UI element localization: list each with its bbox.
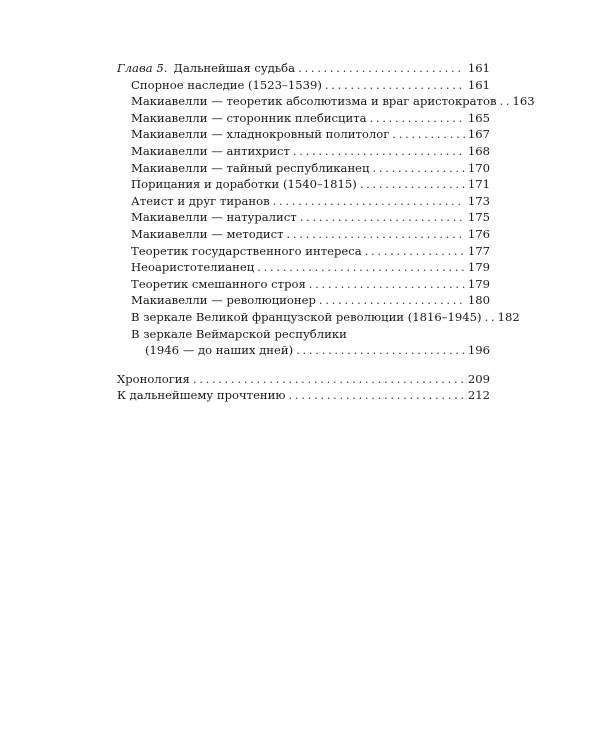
toc-appendix-entry[interactable] — [117, 371, 490, 388]
dot-leader — [499, 93, 509, 110]
toc-entry-multiline[interactable] — [117, 326, 490, 359]
page-number: 161 — [467, 61, 490, 75]
dot-leader — [287, 226, 465, 243]
entry-title: Атеист и друг тиранов — [131, 193, 270, 208]
toc-entry[interactable] — [117, 160, 490, 177]
page-number: 177 — [467, 243, 490, 258]
page-number: 173 — [467, 193, 490, 208]
entry-title: Макиавелли — сторонник плебисцита — [131, 110, 367, 125]
dot-leader — [193, 371, 465, 388]
entry-title: К дальнейшему прочтению — [117, 388, 286, 403]
toc-chapter-row[interactable] — [117, 60, 490, 77]
dot-leader — [257, 259, 465, 276]
page-number: 170 — [467, 160, 490, 175]
entry-title: Макиавелли — теоретик абсолютизма и враг аристократов — [131, 94, 497, 109]
toc-entry[interactable] — [117, 243, 490, 260]
dot-leader — [288, 387, 464, 404]
page-number: 163 — [512, 94, 535, 109]
page-number: 182 — [497, 309, 520, 324]
page-number: 180 — [467, 293, 490, 308]
page-number: 175 — [467, 210, 490, 225]
dot-leader — [392, 126, 465, 143]
entry-title: Хронология — [117, 371, 190, 386]
page-number: 167 — [467, 127, 490, 142]
toc-appendix-entry[interactable] — [117, 387, 490, 404]
toc-entry[interactable] — [117, 209, 490, 226]
page-number: 196 — [467, 343, 490, 358]
entry-title: Макиавелли — натуралист — [131, 210, 297, 225]
entry-title: Теоретик смешанного строя — [131, 276, 306, 291]
toc-entry[interactable] — [117, 93, 535, 110]
page-number: 179 — [467, 260, 490, 275]
toc-entry[interactable] — [117, 292, 490, 309]
dot-leader — [273, 193, 465, 210]
page-number: 161 — [467, 77, 490, 92]
page-number: 171 — [467, 177, 490, 192]
dot-leader — [365, 243, 465, 260]
page-number: 179 — [467, 276, 490, 291]
entry-title: Спорное наследие (1523–1539) — [131, 77, 322, 92]
toc-entry[interactable] — [117, 176, 490, 193]
toc-entry[interactable] — [117, 276, 490, 293]
entry-title: Теоретик государственного интереса — [131, 243, 362, 258]
page-number: 165 — [467, 110, 490, 125]
entry-title: Макиавелли — методист — [131, 226, 284, 241]
entry-title: Неоаристотелианец — [131, 260, 255, 275]
chapter-prefix: Глава 5. — [117, 61, 168, 75]
dot-leader — [325, 77, 465, 94]
toc-entry[interactable] — [117, 193, 490, 210]
toc-entry[interactable] — [117, 110, 490, 127]
toc-entry[interactable] — [117, 77, 490, 94]
entry-title: В зеркале Великой французской революции (1816–1945) — [131, 309, 482, 324]
toc-entry[interactable] — [117, 143, 490, 160]
dot-leader — [485, 309, 495, 326]
dot-leader — [293, 143, 465, 160]
toc-entry[interactable] — [117, 226, 490, 243]
page-number: 176 — [467, 226, 490, 241]
dot-leader — [309, 276, 465, 293]
dot-leader — [300, 209, 465, 226]
toc-entry[interactable] — [117, 259, 490, 276]
page-number: 212 — [467, 388, 490, 403]
dot-leader — [319, 292, 465, 309]
dot-leader — [298, 60, 465, 77]
dot-leader — [373, 160, 465, 177]
entry-title: Порицания и доработки (1540–1815) — [131, 177, 357, 192]
page-number: 209 — [467, 371, 490, 386]
toc-entry[interactable] — [117, 309, 520, 326]
dot-leader — [296, 342, 465, 359]
entry-title: Макиавелли — антихрист — [131, 143, 290, 158]
entry-title: Макиавелли — революционер — [131, 293, 316, 308]
dot-leader — [370, 110, 465, 127]
entry-title-line1: В зеркале Веймарской республики — [131, 326, 347, 341]
entry-title-line2: (1946 — до наших дней) — [145, 343, 294, 358]
entry-title: Макиавелли — хладнокровный политолог — [131, 127, 390, 142]
entry-title: Макиавелли — тайный республиканец — [131, 160, 370, 175]
table-of-contents — [117, 60, 535, 404]
toc-entry[interactable] — [117, 126, 490, 143]
dot-leader — [360, 176, 465, 193]
chapter-title: Дальнейшая судьба — [173, 61, 296, 75]
page-number: 168 — [467, 143, 490, 158]
